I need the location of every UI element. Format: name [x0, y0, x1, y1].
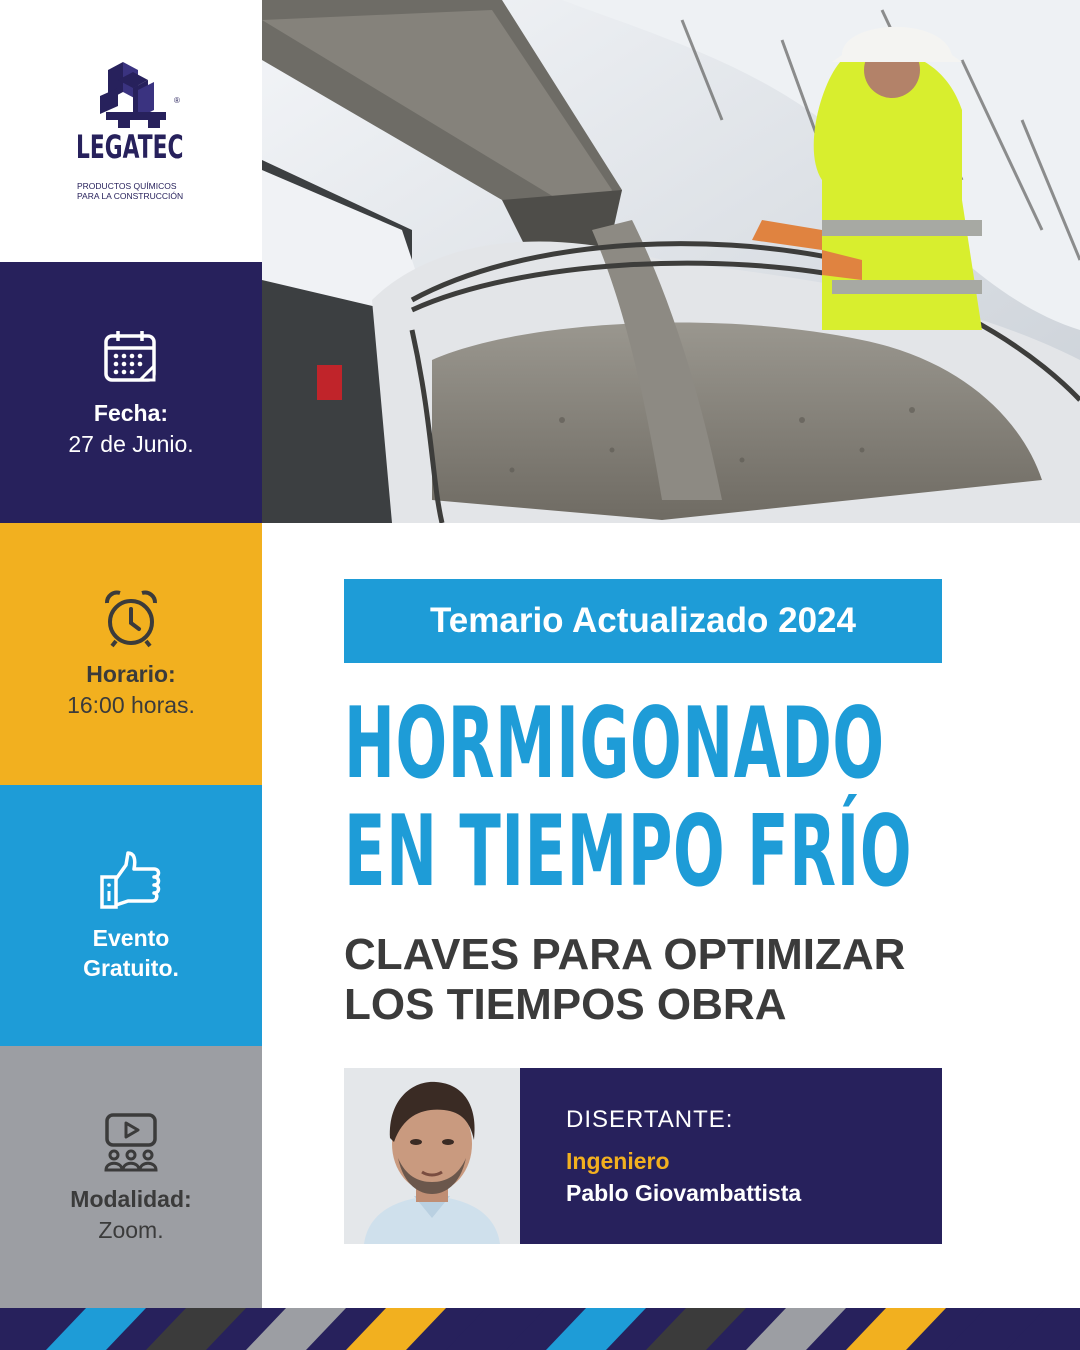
- brand-name: LEGATEC: [76, 128, 184, 166]
- brand-tagline-1: PRODUCTOS QUÍMICOS: [77, 181, 177, 191]
- speaker-card: [520, 1068, 942, 1244]
- modalidad-block: [0, 1046, 262, 1308]
- speaker-title: Ingeniero: [566, 1148, 670, 1174]
- hero-photo-concrete-pouring: [262, 0, 1080, 523]
- calendar-icon: [102, 328, 160, 386]
- brand-tagline-2: PARA LA CONSTRUCCIÓN: [77, 191, 184, 201]
- thumbs-up-icon: [98, 849, 164, 911]
- speaker-photo: [344, 1068, 520, 1244]
- fecha-label: Fecha:: [93, 400, 169, 426]
- logo-block: [0, 0, 262, 262]
- page-subtitle: [344, 930, 964, 1030]
- modalidad-value: Zoom.: [98, 1217, 164, 1243]
- subtitle-line-1: CLAVES PARA OPTIMIZAR: [344, 930, 906, 979]
- horario-block: [0, 523, 262, 785]
- evento-block: [0, 785, 262, 1047]
- info-sidebar: [0, 0, 262, 1308]
- brand-registered-mark: ®: [174, 96, 180, 105]
- temario-tag: Temario Actualizado 2024: [344, 579, 942, 663]
- video-audience-icon: [102, 1112, 160, 1172]
- alarm-clock-icon: [102, 589, 160, 649]
- horario-value: 16:00 horas.: [67, 692, 195, 718]
- modalidad-label: Modalidad:: [70, 1186, 192, 1212]
- evento-label-1: Evento: [92, 925, 170, 951]
- decorative-stripe-bar: [0, 1308, 1080, 1350]
- page-title: [344, 687, 913, 909]
- fecha-block: [0, 262, 262, 524]
- horario-label: Horario:: [86, 661, 176, 687]
- title-line-2: EN TIEMPO FRÍO: [344, 795, 913, 909]
- fecha-value: 27 de Junio.: [68, 431, 194, 457]
- speaker-role: DISERTANTE:: [566, 1106, 734, 1133]
- speaker-name: Pablo Giovambattista: [566, 1180, 802, 1206]
- subtitle-line-2: LOS TIEMPOS OBRA: [344, 980, 787, 1029]
- evento-label-2: Gratuito.: [83, 955, 179, 981]
- title-line-1: HORMIGONADO: [344, 687, 885, 801]
